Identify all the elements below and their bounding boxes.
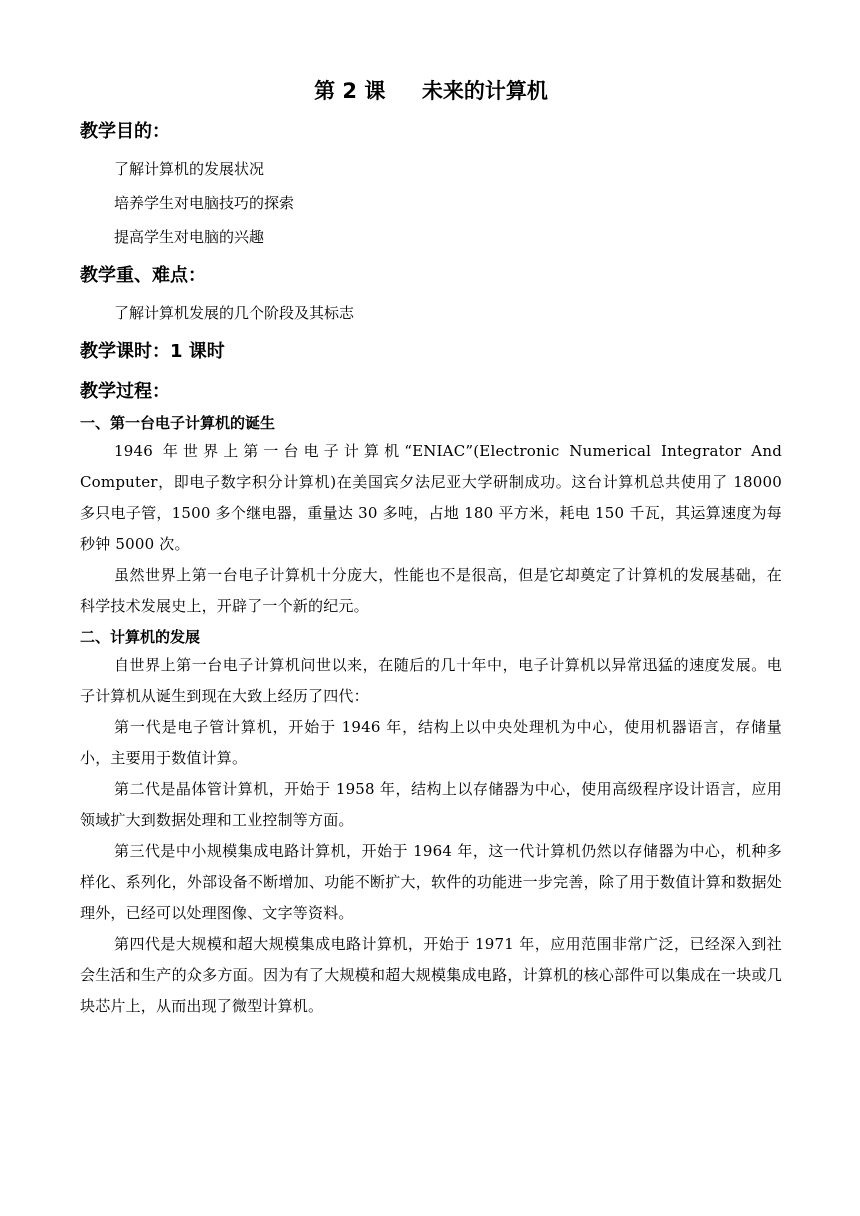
process-heading: 教学过程：: [80, 381, 170, 402]
hours-heading: 教学课时：1 课时: [80, 341, 225, 362]
objective-item: 了解计算机的发展状况: [114, 160, 265, 178]
objective-item: 提高学生对电脑的兴趣: [114, 228, 265, 246]
objectives-heading: 教学目的：: [80, 121, 170, 142]
key-points-heading: 教学重、难点：: [80, 265, 206, 286]
paragraph: 1946 年世界上第一台电子计算机“ENIAC”(Electronic Numerical Integrator And Computer，即电子数字积分计算机)在美国宾夕法尼亚大学研制成功。这台计算机总共使用了 18000 多只电子管，1500 多个继电器，重量达 30 多吨，占地 180 平方米，耗电 150 千瓦，其运算速度为每秒钟 5000 次。: [80, 442, 782, 553]
paragraph: 虽然世界上第一台电子计算机十分庞大，性能也不是很高，但是它却奠定了计算机的发展基础，在科学技术发展史上，开辟了一个新的纪元。: [80, 566, 782, 615]
objective-item: 培养学生对电脑技巧的探索: [114, 194, 295, 212]
paragraph: 第三代是中小规模集成电路计算机，开始于 1964 年，这一代计算机仍然以存储器为中心，机种多样化、系列化，外部设备不断增加、功能不断扩大，软件的功能进一步完善，除了用于数值计算和数据处理外，已经可以处理图像、文字等资料。: [80, 842, 782, 922]
paragraph: 第二代是晶体管计算机，开始于 1958 年，结构上以存储器为中心，使用高级程序设计语言，应用领域扩大到数据处理和工业控制等方面。: [80, 780, 782, 829]
key-point-item: 了解计算机发展的几个阶段及其标志: [114, 304, 355, 322]
paragraph: 第四代是大规模和超大规模集成电路计算机，开始于 1971 年，应用范围非常广泛，已经深入到社会生活和生产的众多方面。因为有了大规模和超大规模集成电路，计算机的核心部件可以集成在一块或几块芯片上，从而出现了微型计算机。: [80, 935, 782, 1015]
section-heading-first-computer: 一、第一台电子计算机的诞生: [80, 414, 276, 432]
section-heading-development: 二、计算机的发展: [80, 628, 201, 646]
document-page: [80, 74, 782, 1022]
paragraph: 自世界上第一台电子计算机问世以来，在随后的几十年中，电子计算机以异常迅猛的速度发展。电子计算机从诞生到现在大致上经历了四代：: [80, 656, 782, 705]
paragraph: 第一代是电子管计算机，开始于 1946 年，结构上以中央处理机为中心，使用机器语言，存储量小，主要用于数值计算。: [80, 718, 782, 767]
lesson-title: 第 2 课 未来的计算机: [314, 79, 548, 103]
